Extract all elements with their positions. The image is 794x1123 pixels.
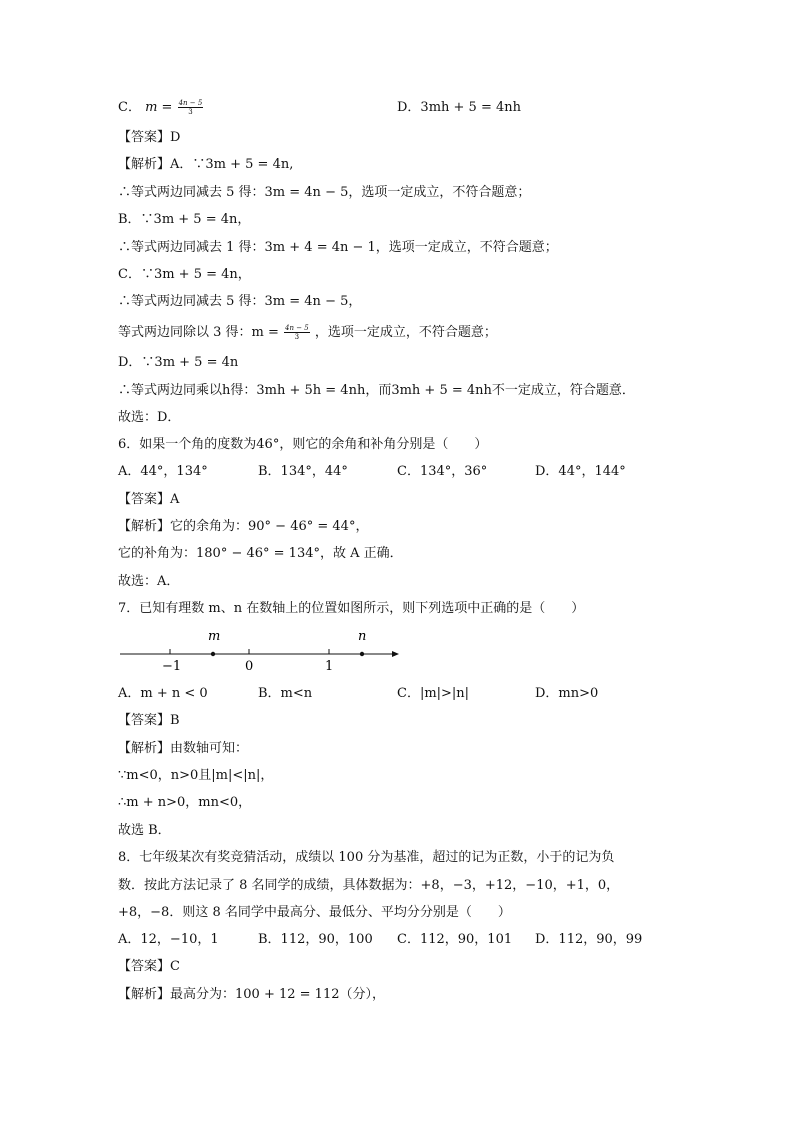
q6-conclusion: 故选：A． [118, 574, 180, 589]
q8-option-c: C．112，90，101 [397, 932, 513, 947]
tick-label-zero: 0 [245, 659, 254, 672]
q5-analysis-line-8: D．∵3m + 5 = 4n [118, 355, 239, 370]
q8-analysis-line-1: 【解析】最高分为：100 + 12 = 112（分）， [118, 987, 385, 1002]
fraction-denominator: 3 [188, 108, 193, 116]
q5-option-d: D．3mh + 5 = 4nh [397, 100, 521, 115]
q7-option-d: D．mn>0 [535, 686, 599, 701]
q5-answer: 【答案】D [118, 130, 181, 145]
q8-option-b: B．112，90，100 [258, 932, 373, 947]
q8-question-line-3: +8，−8．则这 8 名同学中最高分、最低分、平均分分别是（ ） [118, 905, 511, 920]
tick-label-one: 1 [325, 659, 334, 672]
q7-conclusion: 故选 B． [118, 823, 171, 838]
point-n [360, 652, 364, 656]
q7-option-b: B．m<n [258, 686, 313, 701]
q6-answer: 【答案】A [118, 492, 180, 507]
q5-option-c-fraction [178, 99, 204, 116]
q6-question: 6．如果一个角的度数为46°，则它的余角和补角分别是（ ） [118, 437, 488, 452]
q8-question-line-2: 数．按此方法记录了 8 名同学的成绩，具体数据为：+8，−3，+12，−10，+1，0， [118, 878, 620, 893]
q8-question-line-1: 8．七年级某次有奖竞猜活动，成绩以 100 分为基准，超过的记为正数，小于的记为负 [118, 850, 615, 865]
q5-analysis-line-1: 【解析】A．∵3m + 5 = 4n, [118, 157, 294, 172]
q7-analysis-line-3: ∴m + n>0，mn<0， [118, 795, 252, 810]
point-m [211, 652, 215, 656]
q7-analysis-line-1: 【解析】由数轴可知： [118, 741, 249, 756]
q5-analysis-frac-suffix: ，选项一定成立，不符合题意； [314, 325, 497, 340]
q6-analysis-line-1: 【解析】它的余角为：90° − 46° = 44°， [118, 519, 369, 534]
q5-analysis-line-6: ∴等式两边同减去 5 得：3m = 4n − 5， [118, 294, 362, 309]
q6-option-b: B．134°，44° [258, 464, 348, 479]
q7-option-c: C．|m|>|n| [397, 686, 470, 701]
q6-option-d: D．44°，144° [535, 464, 626, 479]
q5-analysis-line-7 [118, 323, 497, 343]
q6-analysis-line-2: 它的补角为：180° − 46° = 134°，故 A 正确． [118, 546, 403, 561]
point-label-m: m [208, 629, 221, 644]
q8-option-d: D．112，90，99 [535, 932, 643, 947]
tick-label-minus-one: −1 [162, 659, 182, 672]
point-label-n: n [358, 629, 367, 644]
number-line-figure [118, 626, 408, 672]
q5-analysis-fraction [284, 324, 310, 341]
q5-option-c-label: C． [118, 100, 141, 115]
q5-analysis-line-4: ∴等式两边同减去 1 得：3m + 4 = 4n − 1，选项一定成立，不符合题意； [118, 240, 558, 255]
q7-answer: 【答案】B [118, 713, 180, 728]
q7-option-a: A．m + n < 0 [118, 686, 208, 701]
q5-analysis-line-9: ∴等式两边同乘以h得：3mh + 5h = 4nh，而3mh + 5 = 4nh不一定成立，符合题意． [118, 383, 635, 398]
q8-option-a: A．12，−10，1 [118, 932, 219, 947]
q5-analysis-line-2: ∴等式两边同减去 5 得：3m = 4n − 5，选项一定成立，不符合题意； [118, 185, 531, 200]
q5-conclusion: 故选：D． [118, 410, 181, 425]
q6-option-c: C．134°，36° [397, 464, 488, 479]
q5-analysis-line-3: B．∵3m + 5 = 4n， [118, 212, 251, 227]
fraction-numerator: 4n − 5 [285, 324, 309, 332]
fraction-numerator: 4n − 5 [178, 99, 203, 107]
q8-answer: 【答案】C [118, 959, 180, 974]
q5-option-c-lhs: m = [145, 100, 173, 115]
q5-option-c [118, 98, 204, 118]
q5-analysis-frac-prefix: 等式两边同除以 3 得：m = [118, 325, 279, 340]
q7-analysis-line-2: ∵m<0，n>0且|m|<|n|， [118, 768, 274, 783]
fraction-denominator: 3 [294, 333, 300, 341]
q5-analysis-line-5: C．∵3m + 5 = 4n， [118, 267, 251, 282]
q7-question: 7．已知有理数 m、n 在数轴上的位置如图所示，则下列选项中正确的是（ ） [118, 601, 585, 616]
q6-option-a: A．44°，134° [118, 464, 208, 479]
